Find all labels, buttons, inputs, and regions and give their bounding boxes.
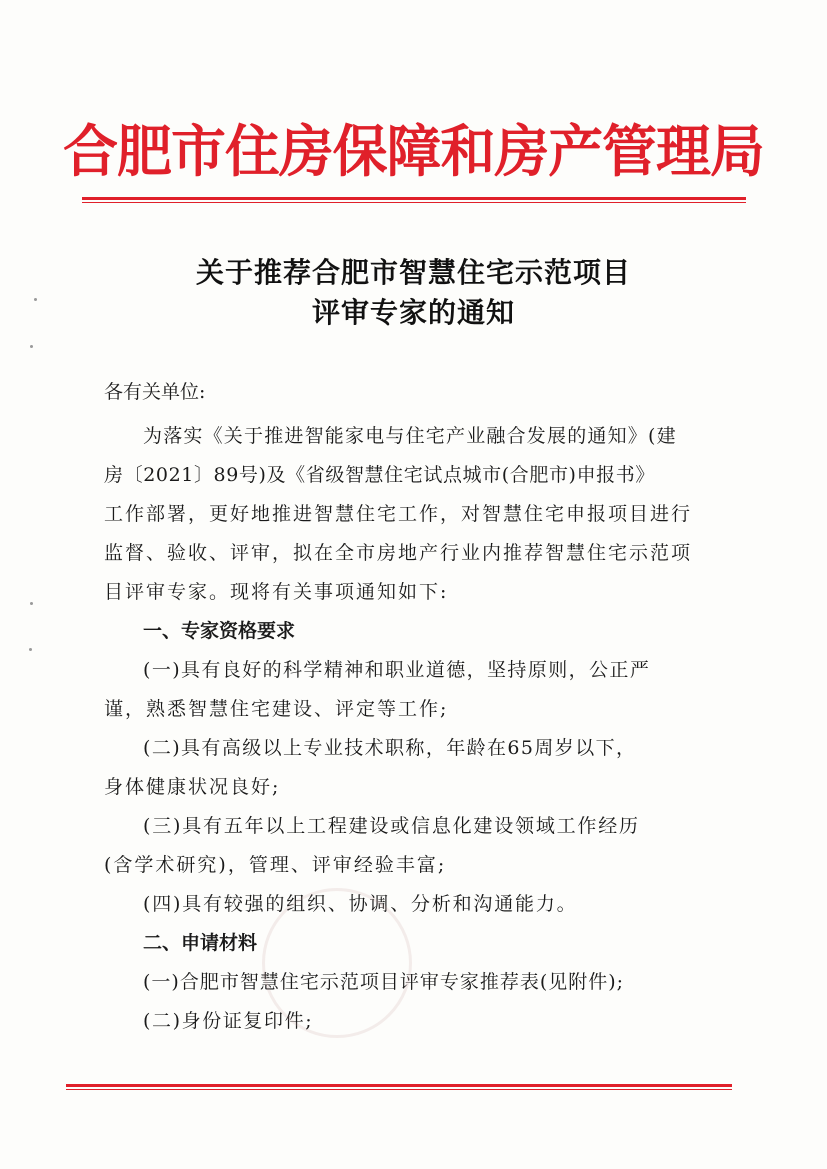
section-1-line-1: (一)具有良好的科学精神和职业道德，坚持原则，公正严 [143, 659, 651, 681]
scan-speck [30, 345, 33, 348]
section-2-line-2: (二)身份证复印件; [143, 1010, 314, 1032]
section-2-line-1: (一)合肥市智慧住宅示范项目评审专家推荐表(见附件); [143, 971, 625, 993]
body-line-1: 为落实《关于推进智能家电与住宅产业融合发展的通知》(建 [143, 425, 677, 447]
scan-speck [29, 648, 32, 651]
document-title-line-2: 评审专家的通知 [311, 296, 515, 329]
letterhead-rule [82, 197, 746, 203]
document-title-line-1: 关于推荐合肥市智慧住宅示范项目 [195, 256, 631, 289]
body-line-2: 房〔2021〕89号)及《省级智慧住宅试点城市(合肥市)申报书》 [104, 464, 655, 486]
body-line-4: 监督、验收、评审，拟在全市房地产行业内推荐智慧住宅示范项 [104, 542, 693, 564]
section-1-line-5: (三)具有五年以上工程建设或信息化建设领域工作经历 [143, 815, 640, 837]
section-1-line-2: 谨，熟悉智慧住宅建设、评定等工作; [104, 698, 449, 720]
faded-seal-stamp [262, 888, 412, 1038]
section-2-heading: 二、申请材料 [143, 932, 258, 954]
section-1-line-6: (含学术研究)，管理、评审经验丰富; [104, 854, 447, 876]
scan-speck [34, 298, 37, 301]
section-1-line-7: (四)具有较强的组织、协调、分析和沟通能力。 [143, 893, 578, 915]
body-line-5: 目评审专家。现将有关事项通知如下: [104, 581, 449, 603]
scan-speck [30, 602, 33, 605]
section-1-heading: 一、专家资格要求 [143, 620, 296, 642]
footer-rule [66, 1084, 732, 1090]
letterhead-title: 合肥市住房保障和房产管理局 [63, 119, 764, 185]
salutation: 各有关单位: [104, 381, 206, 403]
section-1-line-4: 身体健康状况良好; [104, 776, 281, 798]
section-1-line-3: (二)具有高级以上专业技术职称，年龄在65周岁以下， [143, 737, 637, 759]
body-line-3: 工作部署，更好地推进智慧住宅工作，对智慧住宅申报项目进行 [104, 503, 693, 525]
